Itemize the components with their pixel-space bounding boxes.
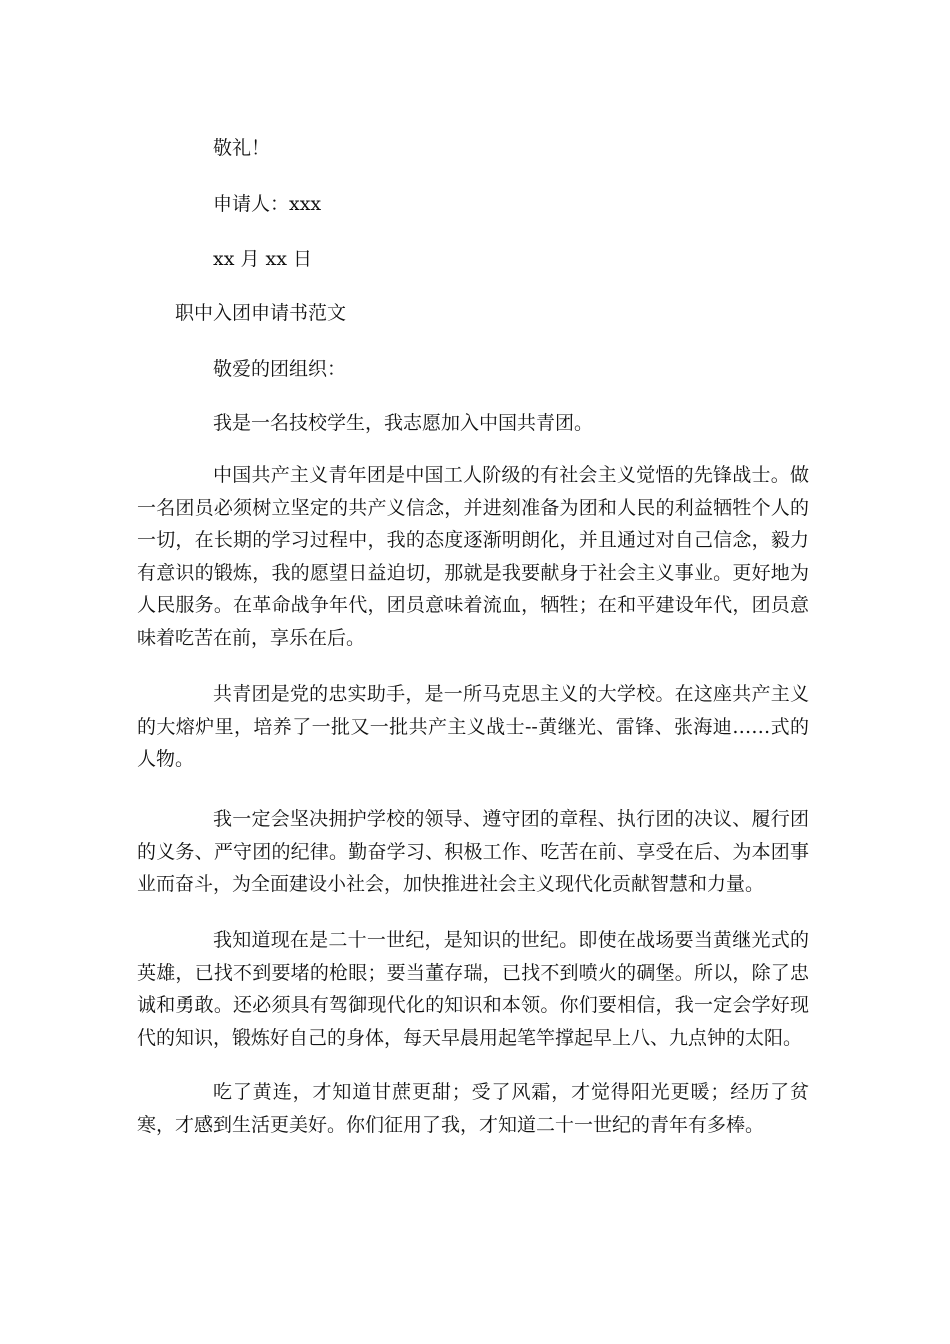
section-title: 职中入团申请书范文: [175, 302, 347, 324]
letter-intro: 我是一名技校学生，我志愿加入中国共青团。: [213, 412, 594, 434]
signature-date: xx 月 xx 日: [213, 248, 312, 270]
body-paragraph: 我知道现在是二十一世纪，是知识的世纪。即使在战场要当黄继光式的英雄，已找不到要堵的枪眼；要当董存瑞，已找不到喷火的碉堡。所以，除了忠诚和勇敢。还必须具有驾御现代化的知识和本领。你们要相信，我一定会学好现代的知识，锻炼好自己的身体，每天早晨用起笔竿撑起早上八、九点钟的太阳。: [137, 929, 809, 1049]
body-paragraph: 吃了黄连，才知道甘蔗更甜；受了风霜，才觉得阳光更暖；经历了贫寒，才感到生活更美好。你们征用了我，才知道二十一世纪的青年有多棒。: [137, 1081, 809, 1136]
body-paragraph: 我一定会坚决拥护学校的领导、遵守团的章程、执行团的决议、履行团的义务、严守团的纪律。勤奋学习、积极工作、吃苦在前、享受在后、为本团事业而奋斗，为全面建设小社会，加快推进社会主义现代化贡献智慧和力量。: [137, 808, 809, 895]
applicant-signature: 申请人：xxx: [213, 193, 322, 215]
letter-greeting: 敬爱的团组织：: [213, 358, 347, 380]
body-paragraph: 共青团是党的忠实助手，是一所马克思主义的大学校。在这座共产主义的大熔炉里，培养了一批又一批共产主义战士--黄继光、雷锋、张海迪……式的人物。: [137, 683, 809, 770]
closing-salute: 敬礼！: [213, 137, 271, 159]
body-paragraph: 中国共产主义青年团是中国工人阶级的有社会主义觉悟的先锋战士。做一名团员必须树立坚定的共产义信念，并进刻准备为团和人民的利益牺牲个人的一切，在长期的学习过程中，我的态度逐渐明朗化，并且通过对自己信念，毅力有意识的锻炼，我的愿望日益迫切，那就是我要献身于社会主义事业。更好地为人民服务。在革命战争年代，团员意味着流血，牺牲；在和平建设年代，团员意味着吃苦在前，享乐在后。: [137, 464, 809, 649]
